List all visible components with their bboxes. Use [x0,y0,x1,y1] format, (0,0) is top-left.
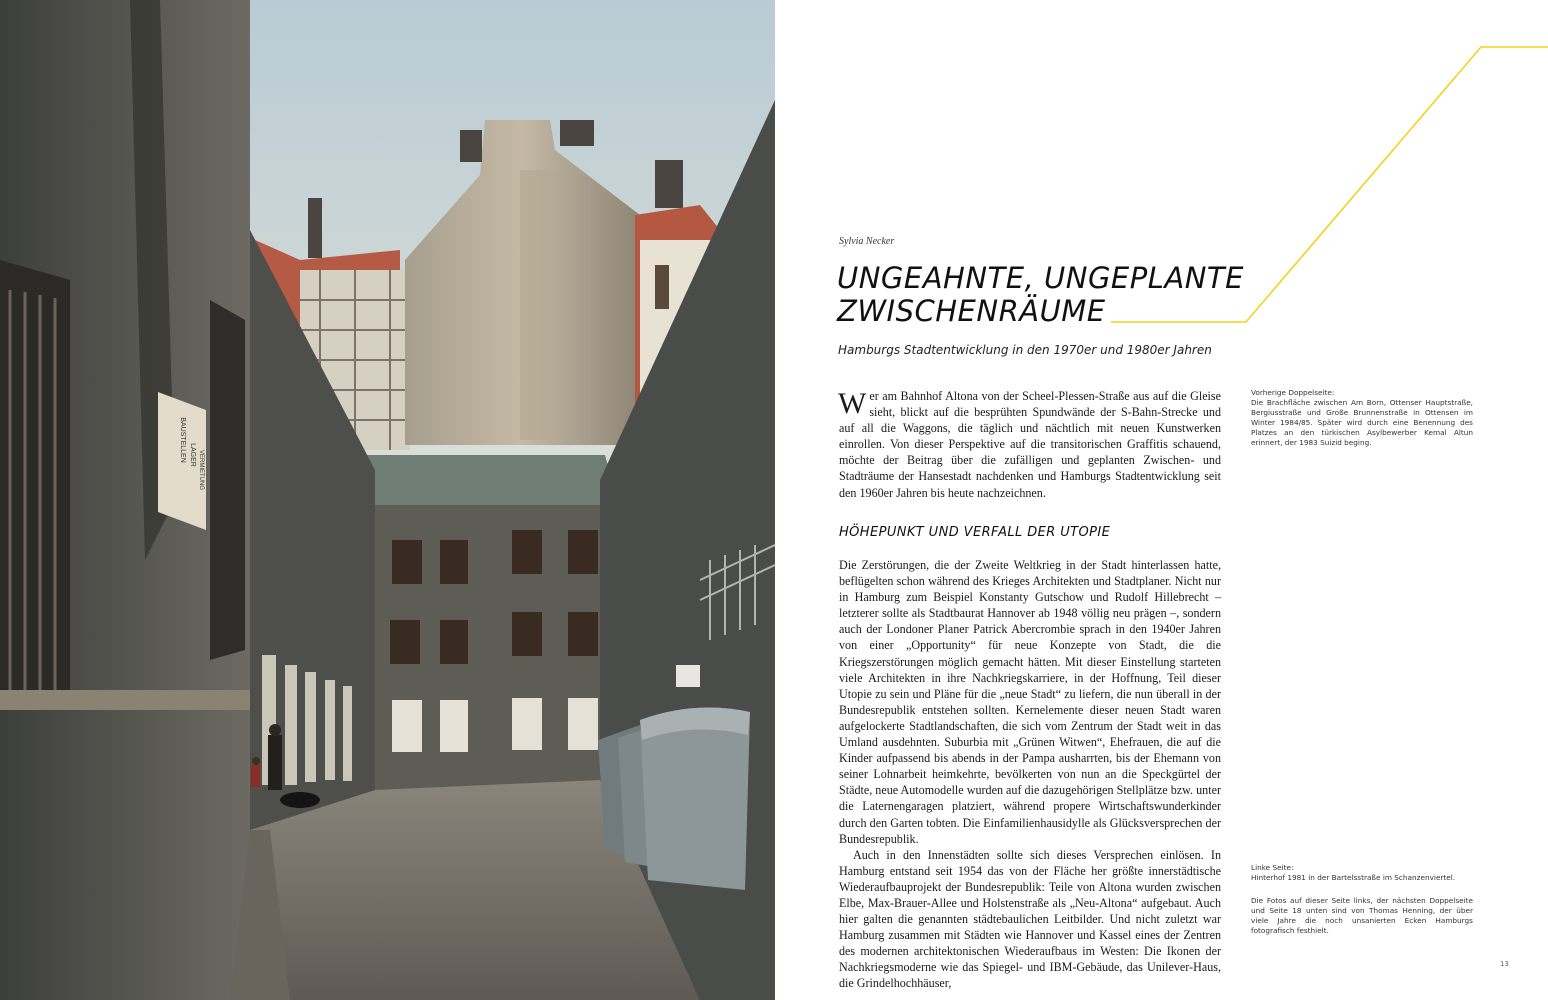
caption-left-page-label: Linke Seite: [1251,863,1294,872]
page-number: 13 [1500,960,1509,968]
caption-previous-spread [1251,388,1473,448]
wall-sign-line-1: BAUSTELLEN [179,417,186,463]
text-page [775,0,1548,1000]
article-title-line-2: ZWISCHENRÄUME [837,294,1106,328]
body-paragraph-1: Die Zerstörungen, die der Zweite Weltkrieg in der Stadt hinterlassen hatte, beflügelten schon während des Krieges Architekten und Stadtplaner. Nicht nur in Hamburg zum Beispiel Konstanty Gutschow und Rudolf Hillebrecht – letzterer sollte als Stadtbaurat Hannover ab 1948 völlig neu prägen –, sondern auch der Londoner Planer Patrick Abercrombie sprach in den 1940er Jahren von einer „Opportunity“ für neue Konzepte von Stadt, die die Kriegszerstörungen möglich gemacht hätten. Mit dieser Einstellung starteten viele Architekten in ihre Nachkriegskarriere, in der Hoffnung, Teil dieser Utopie zu sein und Pläne für die „neue Stadt“ zu liefern, die nun überall in der Bundesrepublik entstehen sollten. Kernelemente dieser neuen Stadt waren aufgelockerte Stadtlandschaften, die sich vom Zentrum der Stadt weit in das Umland ausdehnten. Suburbia mit „Grünen Witwen“, Ehefrauen, die auf die Kinder aufpassend bis abends in der Pampa ausharrten, bis der Ehemann von seiner Lohnarbeit heimkehrte, bevölkerten von nun an die Speckgürtel der Städte, neue Automodelle wurden auf die dazugehörigen Stellplätze bzw. unter die Laternengaragen platziert, während propere Wirtschaftswunderkinder durch den Garten tobten. Die Einfamilienhausidylle als Glücksversprechen der Bundesrepublik. [839,558,1221,846]
wall-sign [158,392,206,530]
drop-cap: W [838,387,867,420]
caption-photo-credit [1251,896,1473,936]
intro-paragraph [839,388,1221,501]
caption-left-page-text: Hinterhof 1981 in der Bartelsstraße im Schanzenviertel. [1251,873,1456,882]
caption-left-page [1251,863,1473,883]
caption-previous-spread-label: Vorherige Doppelseite: [1251,388,1335,397]
article-subtitle: Hamburgs Stadtentwicklung in den 1970er und 1980er Jahren [838,343,1212,357]
wall-sign-line-2: LAGER [189,443,196,467]
wall-sign-line-3: VERMIETUNG [198,449,204,491]
section-heading: HÖHEPUNKT UND VERFALL DER UTOPIE [839,525,1111,540]
caption-photo-credit-text: Die Fotos auf dieser Seite links, der nächsten Doppelseite und Seite 18 unten sind von Thomas Henning, der über viele Jahre die noch unsanierten Ecken Hamburgs fotografisch festhielt. [1251,896,1473,935]
author-name: Sylvia Necker [839,236,895,247]
caption-previous-spread-text: Die Brachfläche zwischen Am Born, Ottenser Hauptstraße, Bergiusstraße und Große Brunnenstraße in Ottensen im Winter 1984/85. Später wird durch eine Benennung des Platzes an den türkischen Asylbewerber Kemal Altun erinnert, der 1983 Suizid beging. [1251,398,1473,447]
intro-text: er am Bahnhof Altona von der Scheel-Plessen-Straße aus auf die Gleise sieht, blickt auf die besprühten Spundwände der S-Bahn-Strecke und auf all die Waggons, die täglich und nächtlich mit neuen Kunstwerken einrollen. Von dieser Perspektive auf die transitorischen Graffitis schauend, möchte der Beitrag über die zufälligen und geplanten Zwischen- und Stadträume der Hansestadt nachdenken und Hamburgs Stadtentwicklung seit den 1960er Jahren bis heute nachzeichnen. [839,389,1221,500]
main-body-text [839,557,1221,992]
body-paragraph-2: Auch in den Innenstädten sollte sich dieses Versprechen einlösen. In Hamburg entstand seit 1954 das von der Fläche her größte innerstädtische Wiederaufbauprojekt der Bundesrepublik: Teile von Altona wurden zwischen Elbe, Max-Brauer-Allee und Holstenstraße als „Neu-Altona“ aufgebaut. Auch hier galten die genannten städtebaulichen Leitbilder. Und nicht zuletzt war Hamburg zusammen mit Städten wie Hannover und Kassel eines der Zentren des modernen architektonischen Wiederaufbaus im Westen: Die Ikonen der Nachkriegsmoderne wie das Spiegel- und IBM-Gebäude, das Unilever-Haus, die Grindelhochhäuser, [839,847,1221,991]
article-title-line-1: UNGEAHNTE, UNGEPLANTE [837,261,1244,295]
article-title [837,262,1297,328]
accent-line-decoration [775,0,1548,400]
